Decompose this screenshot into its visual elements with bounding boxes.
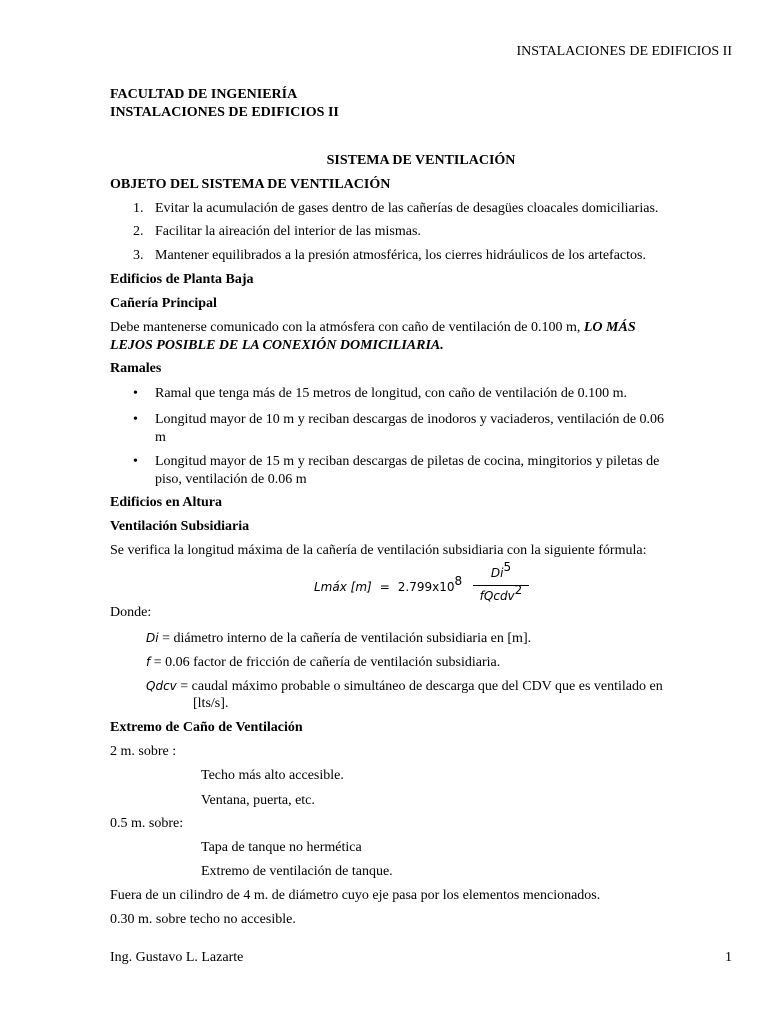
extremo-group2-label: 0.5 m. sobre: <box>110 816 184 831</box>
bullet-icon: • <box>133 454 138 469</box>
objeto-item-text: Facilitar la aireación del interior de las mismas. <box>155 224 421 239</box>
definition-qdcv-line2: [lts/s]. <box>193 696 229 711</box>
bullet-icon: • <box>133 386 138 401</box>
objeto-item-number: 3. <box>133 248 144 263</box>
definition-text: = 0.06 factor de fricción de cañería de ventilación subsidiaria. <box>150 655 501 670</box>
ramal-item-line1: Ramal que tenga más de 15 metros de longitud, con caño de ventilación de 0.100 m. <box>155 386 627 401</box>
subsidiaria-heading: Ventilación Subsidiaria <box>110 519 250 534</box>
caneria-principal-text <box>110 319 636 337</box>
definition-symbol: f <box>146 655 151 669</box>
formula-exponent: 8 <box>454 574 463 588</box>
formula-lhs <box>314 574 463 597</box>
definition-text: = diámetro interno de la cañería de ventilación subsidiaria en [m]. <box>158 631 532 646</box>
extremo-group1-item: Ventana, puerta, etc. <box>201 793 315 808</box>
objeto-item-number: 2. <box>133 224 144 239</box>
page-number: 1 <box>725 950 732 965</box>
definition-symbol: Di <box>146 631 159 645</box>
extremo-note: Fuera de un cilindro de 4 m. de diámetro cuyo eje pasa por los elementos mencionados. <box>110 888 601 903</box>
definition-qdcv <box>146 677 663 696</box>
faculty-title: FACULTAD DE INGENIERÍA <box>110 87 298 102</box>
definition-di <box>146 629 531 648</box>
ramal-item-line1: Longitud mayor de 15 m y reciban descargas de piletas de cocina, mingitorios y piletas de <box>155 454 660 469</box>
formula-fraction <box>473 560 529 606</box>
formula-numerator <box>473 560 529 583</box>
running-header: INSTALACIONES DE EDIFICIOS II <box>516 44 732 59</box>
definition-symbol: Qdcv <box>146 679 177 693</box>
donde-label: Donde: <box>110 605 152 620</box>
formula-denominator-exp: 2 <box>514 583 523 597</box>
caneria-text: Debe mantenerse comunicado con la atmósfera con caño de ventilación de 0.100 m, <box>110 320 584 335</box>
definition-text: = caudal máximo probable o simultáneo de descarga que del CDV que es ventilado en <box>176 679 663 694</box>
objeto-item-text: Mantener equilibrados a la presión atmosférica, los cierres hidráulicos de los artefactos. <box>155 248 646 263</box>
definition-f <box>146 653 500 672</box>
formula-denominator-text: fQcdv <box>479 589 515 603</box>
extremo-note: 0.30 m. sobre techo no accesible. <box>110 912 296 927</box>
ramal-item-line2: m <box>155 430 166 445</box>
formula-numerator-text: Di <box>490 566 504 580</box>
objeto-item-text: Evitar la acumulación de gases dentro de las cañerías de desagües cloacales domiciliarias. <box>155 201 659 216</box>
ramal-item-line2: piso, ventilación de 0.06 m <box>155 472 307 487</box>
formula-denominator <box>473 583 529 606</box>
extremo-group2-item: Extremo de ventilación de tanque. <box>201 864 393 879</box>
course-title: INSTALACIONES DE EDIFICIOS II <box>110 105 339 120</box>
altura-heading: Edificios en Altura <box>110 495 223 510</box>
formula-intro: Se verifica la longitud máxima de la cañería de ventilación subsidiaria con la siguiente fórmula: <box>110 543 647 558</box>
bullet-icon: • <box>133 412 138 427</box>
formula-lhs-text: Lmáx [m] <box>314 580 372 594</box>
ramal-item-line1: Longitud mayor de 10 m y reciban descargas de inodoros y vaciaderos, ventilación de 0.06 <box>155 412 665 427</box>
formula-coefficient: 2.799x10 <box>397 580 455 594</box>
caneria-emphasis: LO MÁS <box>583 320 636 335</box>
objeto-heading: OBJETO DEL SISTEMA DE VENTILACIÓN <box>110 177 391 192</box>
section-title: SISTEMA DE VENTILACIÓN <box>326 153 516 168</box>
formula-equals: = <box>379 580 390 594</box>
caneria-principal-heading: Cañería Principal <box>110 296 217 311</box>
planta-baja-heading: Edificios de Planta Baja <box>110 272 254 287</box>
extremo-group2-item: Tapa de tanque no hermética <box>201 840 362 855</box>
caneria-emphasis-line2: LEJOS POSIBLE DE LA CONEXIÓN DOMICILIARIA. <box>110 338 444 353</box>
extremo-group1-item: Techo más alto accesible. <box>201 768 344 783</box>
objeto-item-number: 1. <box>133 201 144 216</box>
extremo-heading: Extremo de Caño de Ventilación <box>110 720 303 735</box>
ramales-heading: Ramales <box>110 361 162 376</box>
formula-numerator-exp: 5 <box>503 560 512 574</box>
extremo-group1-label: 2 m. sobre : <box>110 744 177 759</box>
footer-author: Ing. Gustavo L. Lazarte <box>110 950 244 965</box>
